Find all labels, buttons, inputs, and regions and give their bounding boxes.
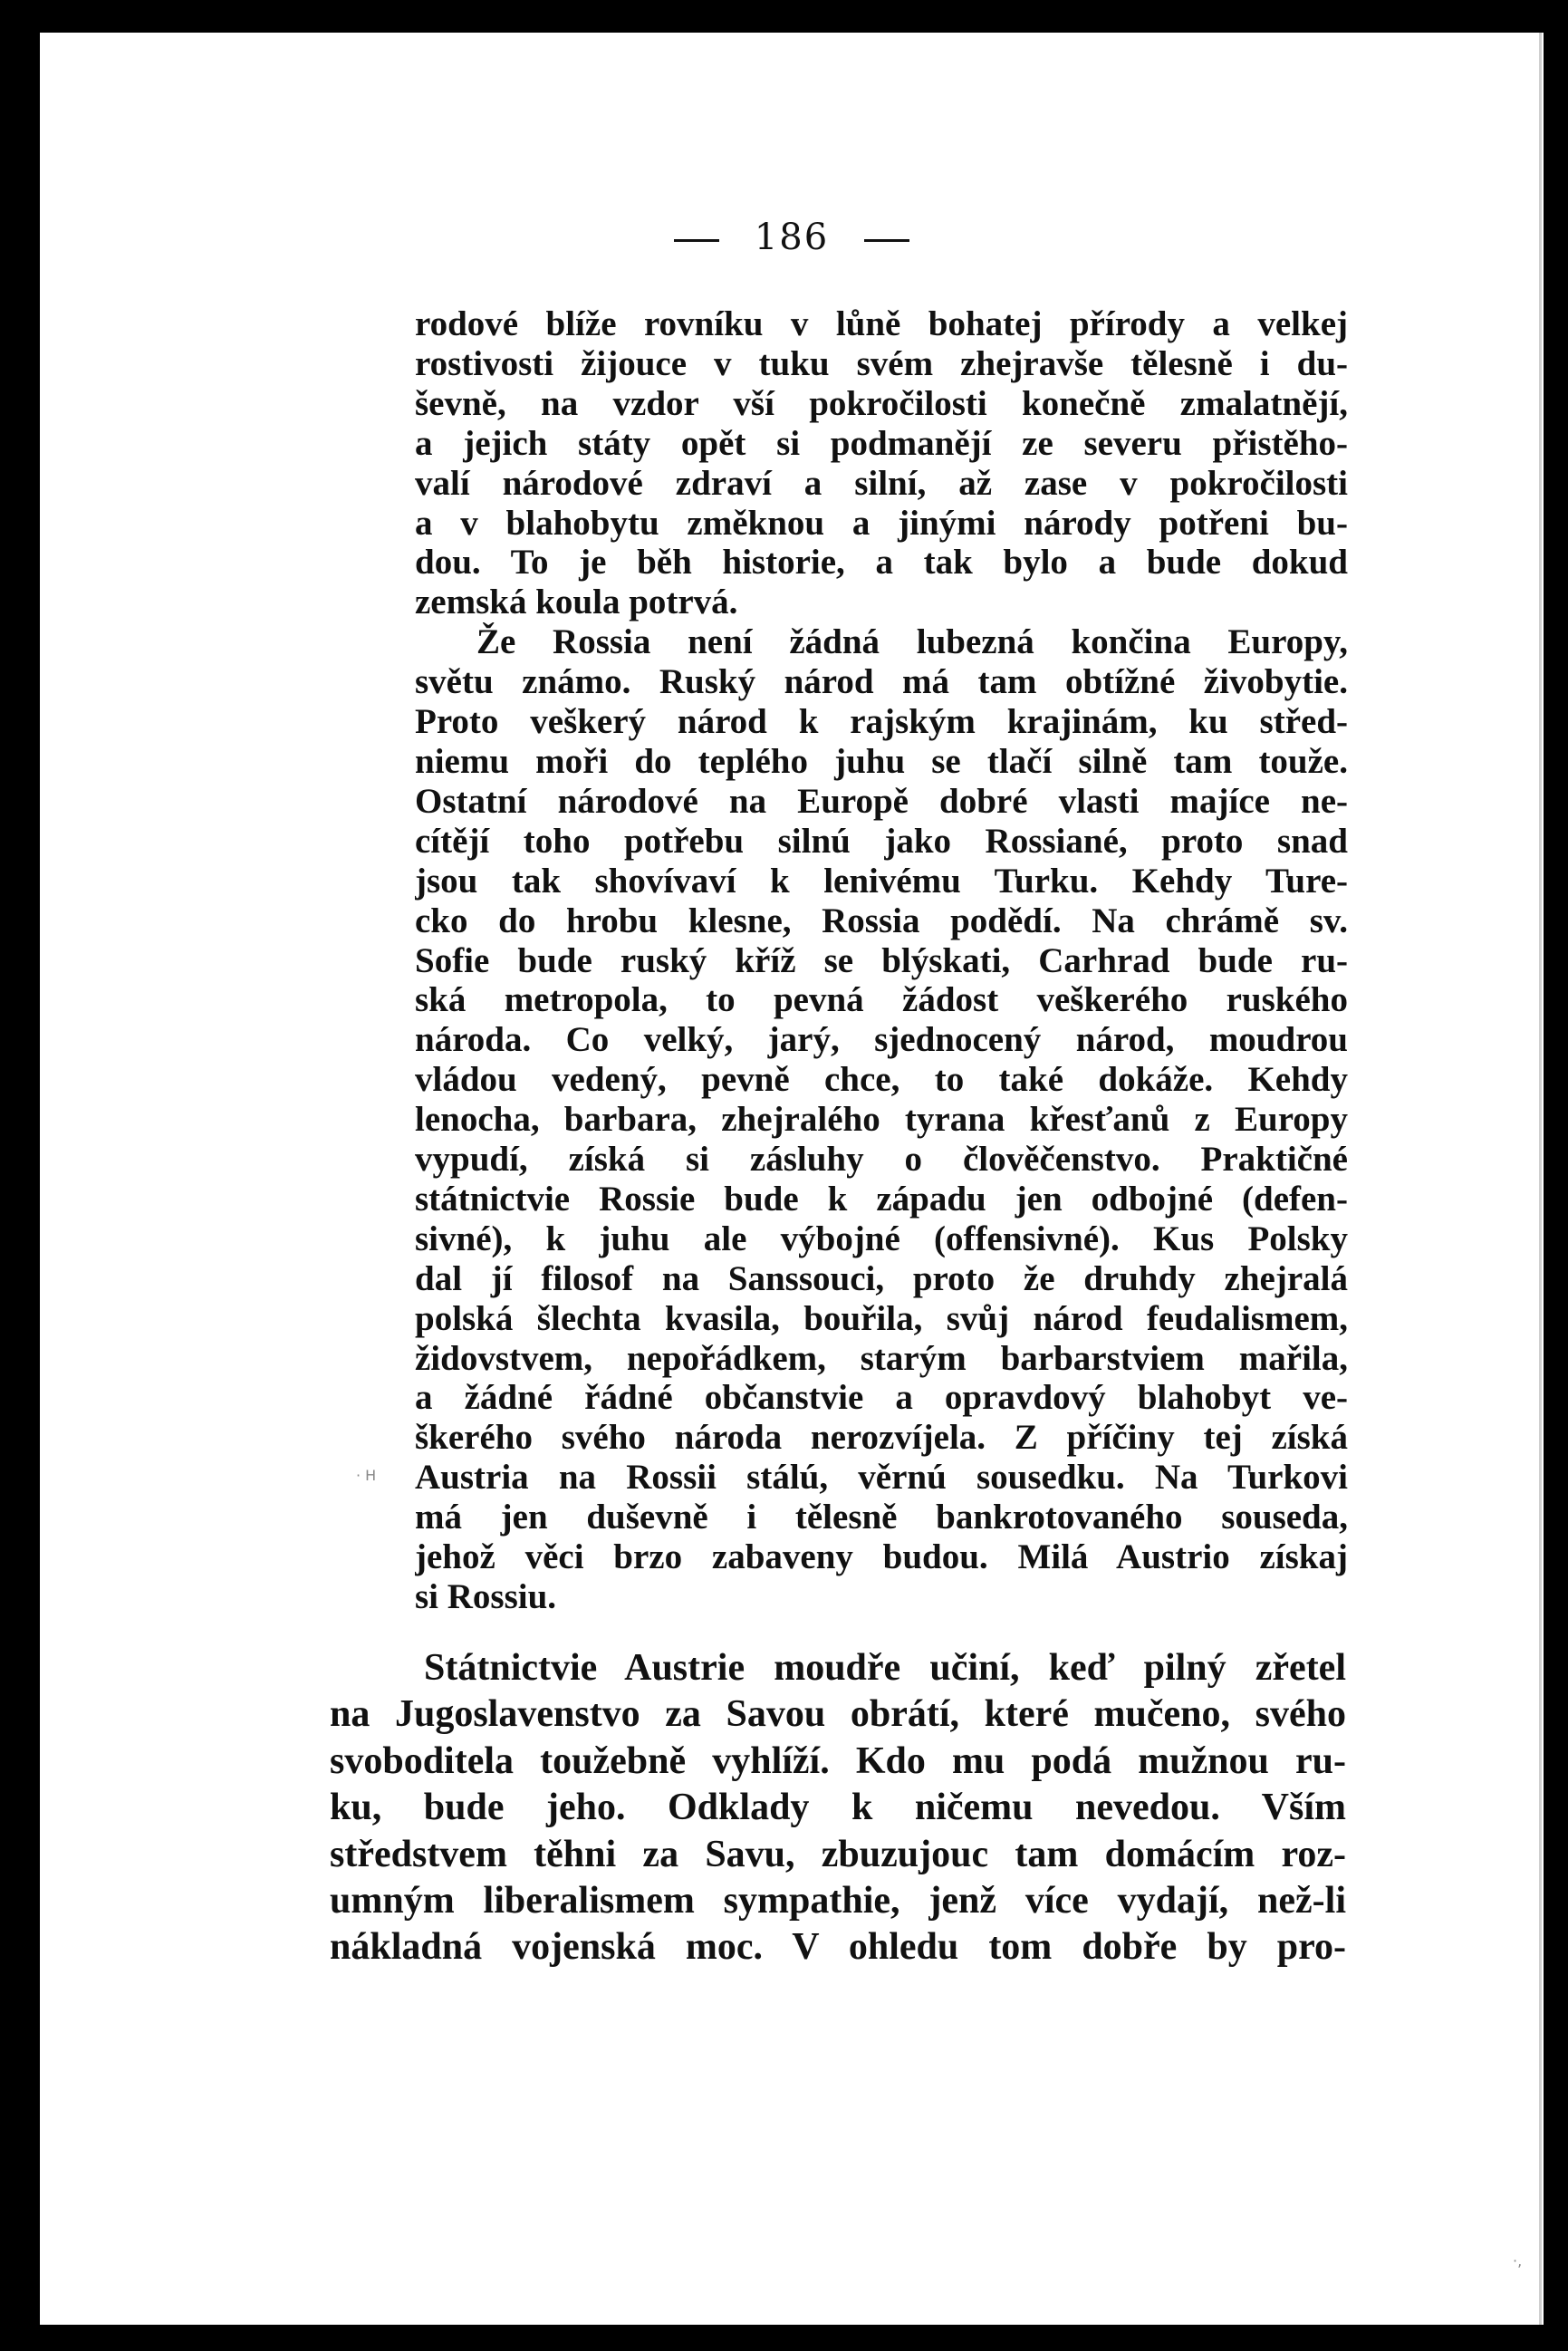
text-line: jehož věci brzo zabaveny budou. Milá Austrio získaj bbox=[415, 1537, 1348, 1577]
corner-mark: ·, bbox=[1513, 2252, 1523, 2269]
text-line: rodové blíže rovníku v lůně bohatej přírody a velkej bbox=[415, 304, 1348, 343]
text-line: na Jugoslavenstvo za Savou obrátí, které mučeno, svého bbox=[330, 1693, 1346, 1736]
text-line: valí národové zdraví a silní, až zase v pokročilosti bbox=[415, 463, 1348, 503]
header-dash-right-line bbox=[864, 239, 909, 242]
text-line: státnictvie Rossie bude k západu jen odbojné (defen- bbox=[415, 1179, 1348, 1219]
text-line: dou. To je běh historie, a tak bylo a bude dokud bbox=[415, 543, 1348, 583]
text-line: polská šlechta kvasila, bouřila, svůj národ feudalismem, bbox=[415, 1298, 1348, 1338]
text-line: světu známo. Ruský národ má tam obtížné živobytie. bbox=[415, 662, 1348, 702]
text-line: Proto veškerý národ k rajským krajinám, ku střed- bbox=[415, 702, 1348, 742]
text-line: má jen duševně i tělesně bankrotovaného souseda, bbox=[415, 1498, 1348, 1537]
text-line: si Rossiu. bbox=[415, 1577, 557, 1616]
text-line: Ostatní národové na Europě dobré vlasti majíce ne- bbox=[415, 781, 1348, 821]
text-line: cítějí toho potřebu silnú jako Rossiané, proto snad bbox=[415, 821, 1348, 861]
text-line: ševně, na vzdor vší pokročilosti konečně zmalatnějí, bbox=[415, 383, 1348, 423]
text-line: vypudí, získá si zásluhy o člověčenstvo. Praktičné bbox=[415, 1140, 1348, 1180]
text-line: škerého svého národa nerozvíjela. Z příčiny tej získá bbox=[415, 1418, 1348, 1458]
text-line: dal jí filosof na Sanssouci, proto že druhdy zhejralá bbox=[415, 1258, 1348, 1298]
text-line: národa. Co velký, jarý, sjednocený národ, moudrou bbox=[415, 1020, 1348, 1060]
header-dash-left-line bbox=[674, 239, 719, 242]
text-line: Sofie bude ruský kříž se blýskati, Carhrad bude ru- bbox=[415, 940, 1348, 980]
document-page bbox=[40, 33, 1544, 2325]
text-line: Že Rossia není žádná lubezná končina Europy, bbox=[476, 622, 1348, 662]
text-line: jsou tak shovívaví k lenivému Turku. Kehdy Ture- bbox=[415, 861, 1348, 901]
text-line: svoboditela toužebně vyhlíží. Kdo mu podá mužnou ru- bbox=[330, 1739, 1346, 1782]
text-line: cko do hrobu klesne, Rossia podědí. Na chrámě sv. bbox=[415, 901, 1348, 940]
text-line: středstvem těhni za Savu, zbuzujouc tam domácím roz- bbox=[330, 1833, 1346, 1875]
page-edge-shadow bbox=[1539, 33, 1542, 2325]
text-line: a v blahobytu změknou a jinými národy potřeni bu- bbox=[415, 503, 1348, 543]
text-line: a jejich státy opět si podmanějí ze severu přistěho- bbox=[415, 423, 1348, 463]
text-line: sivné), k juhu ale výbojné (offensivné). Kus Polsky bbox=[415, 1219, 1348, 1258]
text-line: niemu moři do teplého juhu se tlačí silně tam touže. bbox=[415, 741, 1348, 781]
text-line: zemská koula potrvá. bbox=[415, 583, 738, 622]
text-line: ku, bude jeho. Odklady k ničemu nevedou. Vším bbox=[330, 1787, 1346, 1829]
text-line: rostivosti žijouce v tuku svém zhejravše tělesně i du- bbox=[415, 343, 1348, 383]
text-line: židovstvem, nepořádkem, starým barbarstviem mařila, bbox=[415, 1338, 1348, 1378]
page-header bbox=[40, 217, 1544, 258]
margin-mark: · H bbox=[356, 1467, 377, 1484]
page-number: 186 bbox=[754, 217, 830, 258]
text-line: lenocha, barbara, zhejralého tyrana křesťanů z Europy bbox=[415, 1100, 1348, 1140]
text-line: Austria na Rossii stálú, věrnú sousedku. Na Turkovi bbox=[415, 1458, 1348, 1498]
text-line: vládou vedený, pevně chce, to také dokáže. Kehdy bbox=[415, 1060, 1348, 1100]
text-line: a žádné řádné občanstvie a opravdový blahobyt ve- bbox=[415, 1378, 1348, 1418]
text-block-continued bbox=[415, 304, 1348, 1617]
text-line: ská metropola, to pevná žádost veškerého ruského bbox=[415, 980, 1348, 1020]
text-line: Státnictvie Austrie moudře učiní, keď pilný zřetel bbox=[424, 1647, 1346, 1689]
text-line: umným liberalismem sympathie, jenž více vydají, než-li bbox=[330, 1880, 1346, 1922]
text-block-new-paragraph bbox=[330, 1645, 1346, 1971]
text-line: nákladná vojenská moc. V ohledu tom dobře by pro- bbox=[330, 1926, 1346, 1969]
